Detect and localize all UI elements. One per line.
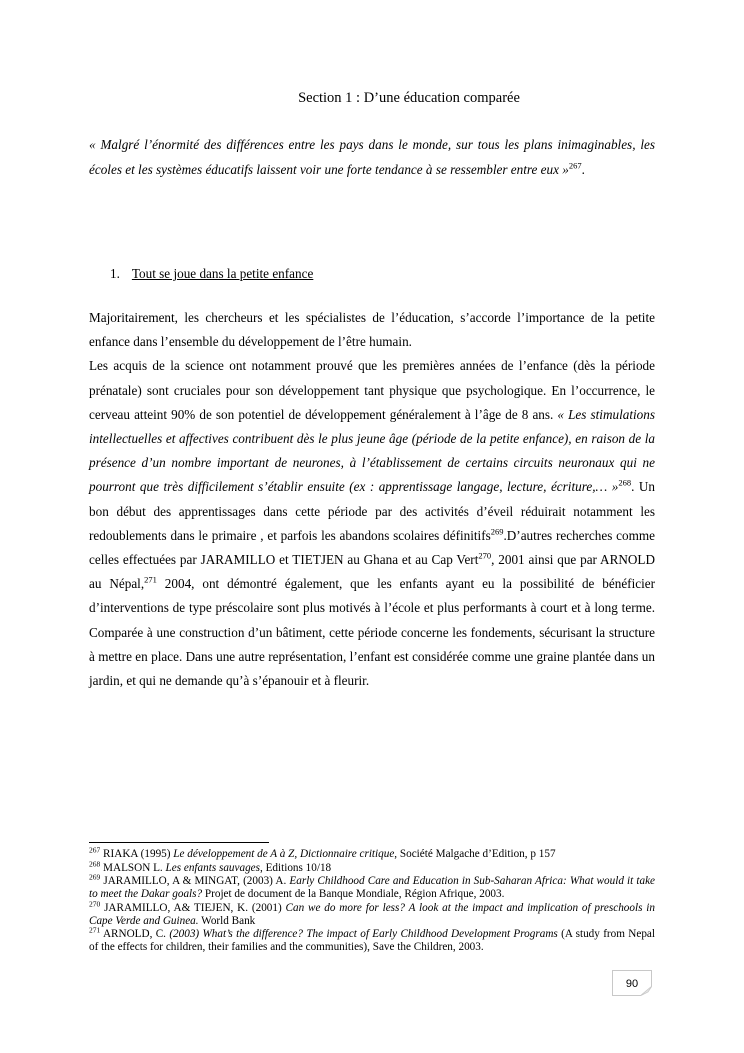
footnote-publisher: World Bank bbox=[198, 914, 256, 927]
paragraph-2-citation: « Les stimulations intellectuelles et affectives contribuent dès le plus jeune âge (période de la petite enfance), en raison de la présence d’un nombre important de neurones, à l’établissement de certains circuits neuronaux qui ne pourront que très difficilement s’établir ensuite (ex : apprentissage langage, lecture, écriture,… » bbox=[89, 406, 655, 495]
footnote-title: Le développement de A à Z, Dictionnaire critique bbox=[173, 848, 395, 860]
paragraph-2-part-d: , 2001 ainsi que par ARNOLD au Népal, bbox=[89, 552, 655, 592]
page-number: 90 bbox=[625, 978, 639, 990]
footnote-number: 270 bbox=[89, 898, 101, 908]
footnote-publisher: , Editions 10/18 bbox=[259, 861, 332, 874]
footnote-item bbox=[89, 925, 655, 954]
footnote-ref-269[interactable]: 269 bbox=[490, 526, 504, 537]
footnote-title: Les enfants sauvages bbox=[165, 861, 260, 874]
footnote-publisher: , Société Malgache d’Edition, p 157 bbox=[394, 848, 556, 860]
footnote-item bbox=[89, 898, 655, 928]
paragraph-2-part-c: .D’autres recherches comme celles effectuées par JARAMILLO et TIETJEN au Ghana et au Cap Vert bbox=[89, 527, 655, 568]
footnote-author: JARAMILLO, A & MINGAT, (2003) A. bbox=[100, 875, 290, 887]
footnote-title: Can we do more for less? A look at the impact and implication of preschools in Cape Verde and Guinea. bbox=[89, 901, 655, 927]
footnote-ref-271[interactable]: 271 bbox=[144, 574, 157, 585]
quote-end: . bbox=[581, 162, 585, 177]
footnote-author: ARNOLD, C. bbox=[100, 928, 170, 940]
footnote-separator bbox=[89, 842, 269, 843]
paragraph-1: Majoritairement, les chercheurs et les spécialistes de l’éducation, s’accorde l’importance de la petite enfance dans l’ensemble du développement de l’être humain. bbox=[89, 310, 655, 350]
footnote-number: 271 bbox=[89, 925, 101, 935]
paragraph-2-part-b: . Un bon début des apprentissages dans cette période par des activités d’éveil réduirait notamment les redoublements dans le primaire , et parfois les abandons scolaires définitifs bbox=[89, 479, 655, 543]
paragraph-2 bbox=[89, 354, 655, 693]
footnote-title: Early Childhood Care and Education in Sub-Saharan Africa: What would it take to meet the Dakar goals? bbox=[89, 875, 656, 900]
footnote-ref-267[interactable]: 267 bbox=[568, 160, 582, 171]
footnote-number: 268 bbox=[89, 858, 101, 868]
heading-text: Tout se joue dans la petite enfance bbox=[131, 266, 314, 281]
footnote-item bbox=[89, 845, 655, 861]
paragraph-2-part-e: 2004, ont démontré également, que les enfants ayant eu la possibilité de bénéficier d’interventions de type préscolaire sont plus motivés à l’école et plus performants à court et à long terme. Comparée à une construction d’un bâtiment, cette période concerne les fondements, sécurisant la structure à mettre en place. Dans une autre représentation, l’enfant est considérée comme une graine plantée dans un jardin, et qui ne demande qu’à s’épanouir et à fleurir. bbox=[89, 576, 656, 689]
footnote-ref-268[interactable]: 268 bbox=[618, 478, 632, 489]
footnote-publisher: Projet de document de la Banque Mondiale, Région Afrique, 2003. bbox=[202, 888, 505, 900]
footnote-author: MALSON L. bbox=[100, 861, 166, 874]
section-title: Section 1 : D’une éducation comparée bbox=[298, 90, 520, 106]
footnotes bbox=[89, 845, 656, 955]
footnote-author: JARAMILLO, A& TIEJEN, K. (2001) bbox=[100, 901, 286, 914]
page-curl-icon bbox=[640, 986, 652, 996]
footnote-number: 267 bbox=[89, 845, 101, 855]
page-number-box bbox=[612, 970, 652, 996]
footnote-number: 269 bbox=[89, 872, 101, 882]
subsection-heading bbox=[110, 266, 313, 282]
footnote-publisher: (A study from Nepal of the effects for children, their families and the communities), Save the Children, 2003. bbox=[89, 928, 655, 953]
footnote-title: (2003) What’s the difference? The impact of Early Childhood Development Programs bbox=[169, 928, 558, 940]
quote-text: « Malgré l’énormité des différences entre les pays dans le monde, sur tous les plans inimaginables, les écoles et les systèmes éducatifs laissent voir une forte tendance à se ressembler entre eux » bbox=[89, 137, 655, 177]
paragraph-2-part-a: Les acquis de la science ont notamment prouvé que les premières années de l’enfance (dès la période prénatale) sont cruciales pour son développement tant physique que psychologique. En l’occurrence, le cerveau atteint 90% de son potentiel de développement généralement à l’âge de 8 ans. bbox=[89, 358, 655, 422]
footnote-ref-270[interactable]: 270 bbox=[478, 550, 492, 561]
epigraph-quote bbox=[89, 132, 655, 182]
footnote-item bbox=[89, 872, 656, 901]
footnote-author: RIAKA (1995) bbox=[100, 848, 174, 860]
heading-number: 1. bbox=[110, 266, 120, 281]
body-text bbox=[89, 306, 655, 693]
footnote-item bbox=[89, 858, 655, 875]
